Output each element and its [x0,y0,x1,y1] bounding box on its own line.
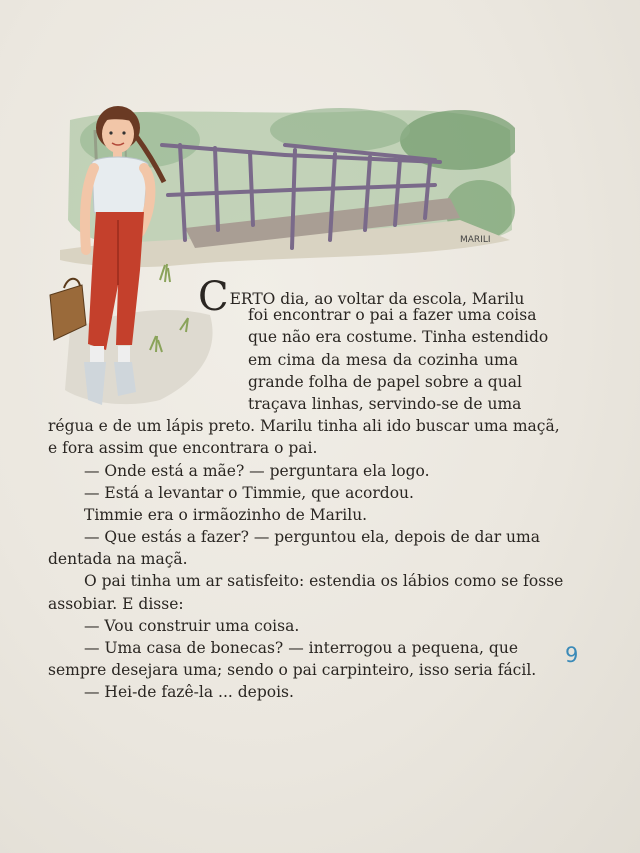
text-line-4: em cima da mesa da cozinha uma [248,350,518,369]
page-number: 9 [565,643,579,667]
text-line-13: dentada na maçã. [48,550,188,569]
first-line-text: ERTO dia, ao voltar da escola, Marilu [229,290,525,308]
story-text [48,274,564,704]
text-line-14: O pai tinha um ar satisfeito: estendia os lábios como se fosse [84,572,564,591]
text-line-3: que não era costume. Tinha estendido [248,328,549,347]
text-line-11: Timmie era o irmãozinho de Marilu. [84,505,368,524]
text-line-15: assobiar. E disse: [48,594,184,613]
drop-cap: C [198,274,229,320]
text-line-7: régua e de um lápis preto. Marilu tinha ali ido buscar uma maçã, [48,417,560,436]
artist-signature: MARILI [460,235,491,245]
text-line-16: — Vou construir uma coisa. [84,616,300,635]
text-line-18: sempre desejara uma; sendo o pai carpinteiro, isso seria fácil. [48,661,537,680]
text-line-17: — Uma casa de bonecas? — interrogou a pequena, que [84,639,518,657]
text-line-19: — Hei-de fazê-la ... depois. [84,683,294,702]
text-line-6: traçava linhas, servindo-se de uma [248,394,522,413]
text-line-12: — Que estás a fazer? — perguntou ela, depois de dar uma [84,528,540,547]
text-line-9: — Onde está a mãe? — perguntara ela logo. [84,461,430,480]
text-line-8: e fora assim que encontrara o pai. [48,439,318,458]
text-line-5: grande folha de papel sobre a qual [248,372,522,391]
text-line-2: foi encontrar o pai a fazer uma coisa [248,306,537,325]
text-line-10: — Está a levantar o Timmie, que acordou. [84,483,414,502]
